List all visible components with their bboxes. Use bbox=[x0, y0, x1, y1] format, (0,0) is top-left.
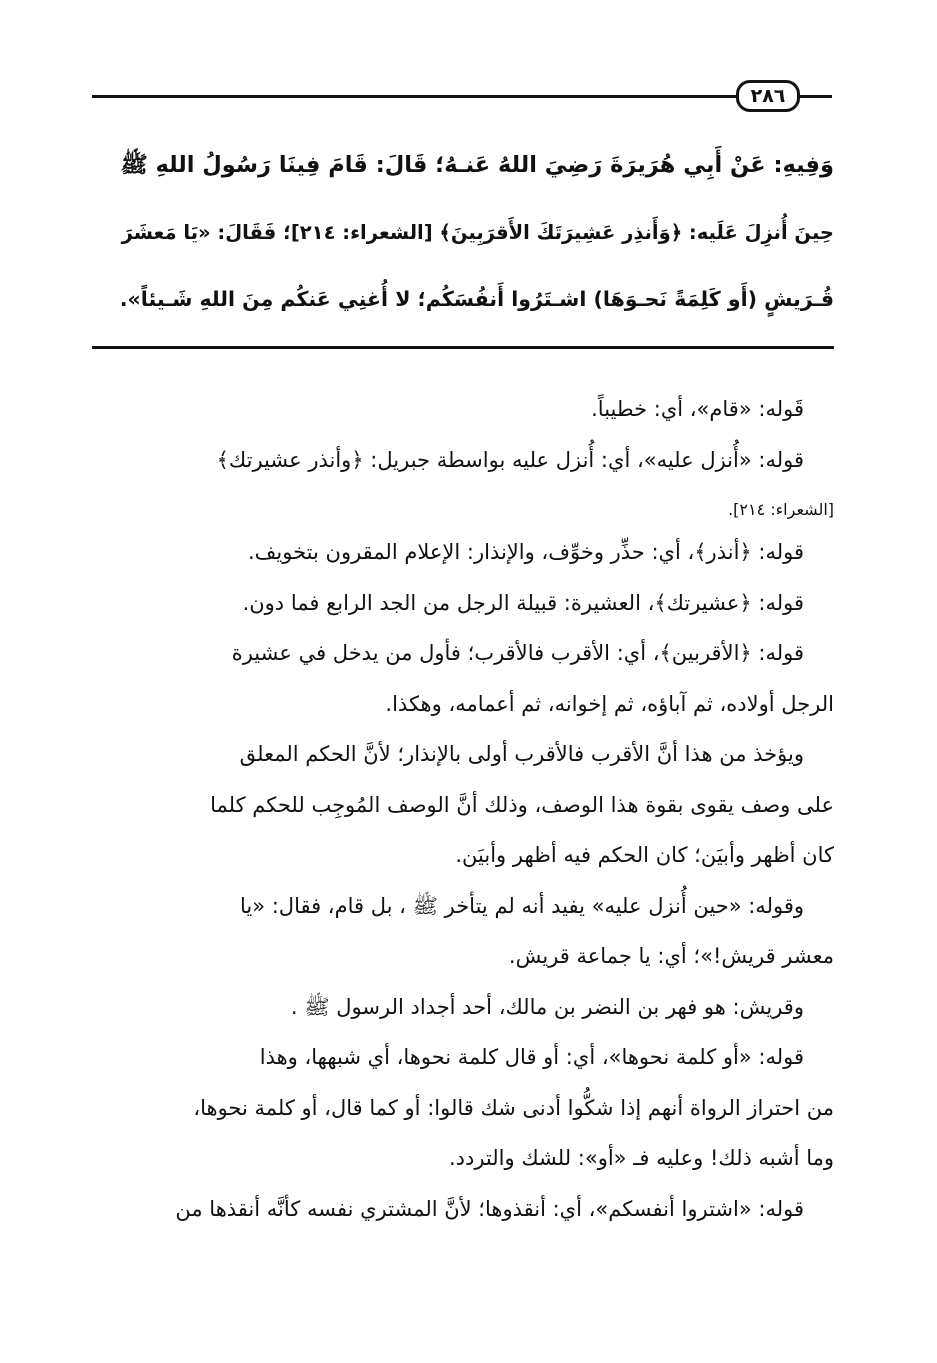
commentary-line: قَوله: «قام»، أي: خطيباً. bbox=[591, 397, 804, 421]
commentary-line: من احتراز الرواة أنهم إذا شكُّوا أدنى شك قالوا: أو كما قال، أو كلمة نحوها، bbox=[193, 1095, 834, 1120]
hadith-line: حِينَ أُنزِلَ عَلَيه: ﴿وَأَنذِر عَشِيرَتَكَ الأَقرَبِينَ﴾ [الشعراء: ٢١٤]؛ فَقَالَ: «يَا مَعشَرَ bbox=[121, 221, 834, 244]
commentary-line: [الشعراء: ٢١٤]. bbox=[728, 500, 834, 519]
commentary-line: وقريش: هو فهر بن النضر بن مالك، أحد أجداد الرسول ﷺ . bbox=[290, 994, 804, 1019]
commentary-line: وقوله: «حين أُنزل عليه» يفيد أنه لم يتأخر ﷺ ، بل قام، فقال: «يا bbox=[239, 893, 804, 918]
commentary-line: قوله: ﴿الأقربين﴾، أي: الأقرب فالأقرب؛ فأول من يدخل في عشيرة bbox=[231, 641, 804, 665]
commentary-line: كان أظهر وأبيَن؛ كان الحكم فيه أظهر وأبيَن. bbox=[455, 843, 834, 867]
commentary-text bbox=[96, 392, 834, 1242]
commentary-line: على وصف يقوى بقوة هذا الوصف، وذلك أنَّ الوصف المُوجِب للحكم كلما bbox=[210, 792, 834, 817]
hadith-line: وَفِيهِ: عَنْ أَبِي هُرَيرَةَ رَضِيَ اللهُ عَنـهُ؛ قَالَ: قَامَ فِينَا رَسُولُ اللهِ ﷺ bbox=[120, 152, 834, 178]
hadith-line: قُـرَيشٍ (أَو كَلِمَةً نَحـوَهَا) اشـتَرُوا أَنفُسَكُم؛ لا أُغنِي عَنكُم مِنَ اللهِ شَـيئاً». bbox=[119, 287, 834, 311]
commentary-line: ويؤخذ من هذا أنَّ الأقرب فالأقرب أولى بالإنذار؛ لأنَّ الحكم المعلق bbox=[239, 742, 804, 766]
commentary-line: قوله: «أو كلمة نحوها»، أي: أو قال كلمة نحوها، أي شبهها، وهذا bbox=[259, 1045, 804, 1069]
hadith-text bbox=[118, 132, 834, 333]
section-divider bbox=[92, 346, 834, 349]
commentary-line: وما أشبه ذلك! وعليه فـ «أو»: للشك والتردد. bbox=[448, 1146, 834, 1170]
commentary-line: الرجل أولاده، ثم آباؤه، ثم إخوانه، ثم أعمامه، وهكذا. bbox=[385, 691, 834, 716]
commentary-line: قوله: ﴿أنذر﴾، أي: حذِّر وخوِّف، والإنذار: الإعلام المقرون بتخويف. bbox=[248, 540, 804, 564]
commentary-line: معشر قريش!»؛ أي: يا جماعة قريش. bbox=[508, 944, 834, 968]
page-number: ٢٨٦ bbox=[736, 80, 800, 112]
commentary-line: قوله: «أُنزل عليه»، أي: أُنزل عليه بواسطة جبريل: ﴿وأنذر عشيرتك﴾ bbox=[216, 447, 804, 472]
commentary-line: قوله: «اشتروا أنفسكم»، أي: أنقذوها؛ لأنَّ المشتري نفسه كأنَّه أنقذها من bbox=[175, 1196, 804, 1221]
commentary-line: قوله: ﴿عشيرتك﴾، العشيرة: قبيلة الرجل من الجد الرابع فما دون. bbox=[242, 590, 804, 615]
header-rule bbox=[92, 95, 832, 98]
